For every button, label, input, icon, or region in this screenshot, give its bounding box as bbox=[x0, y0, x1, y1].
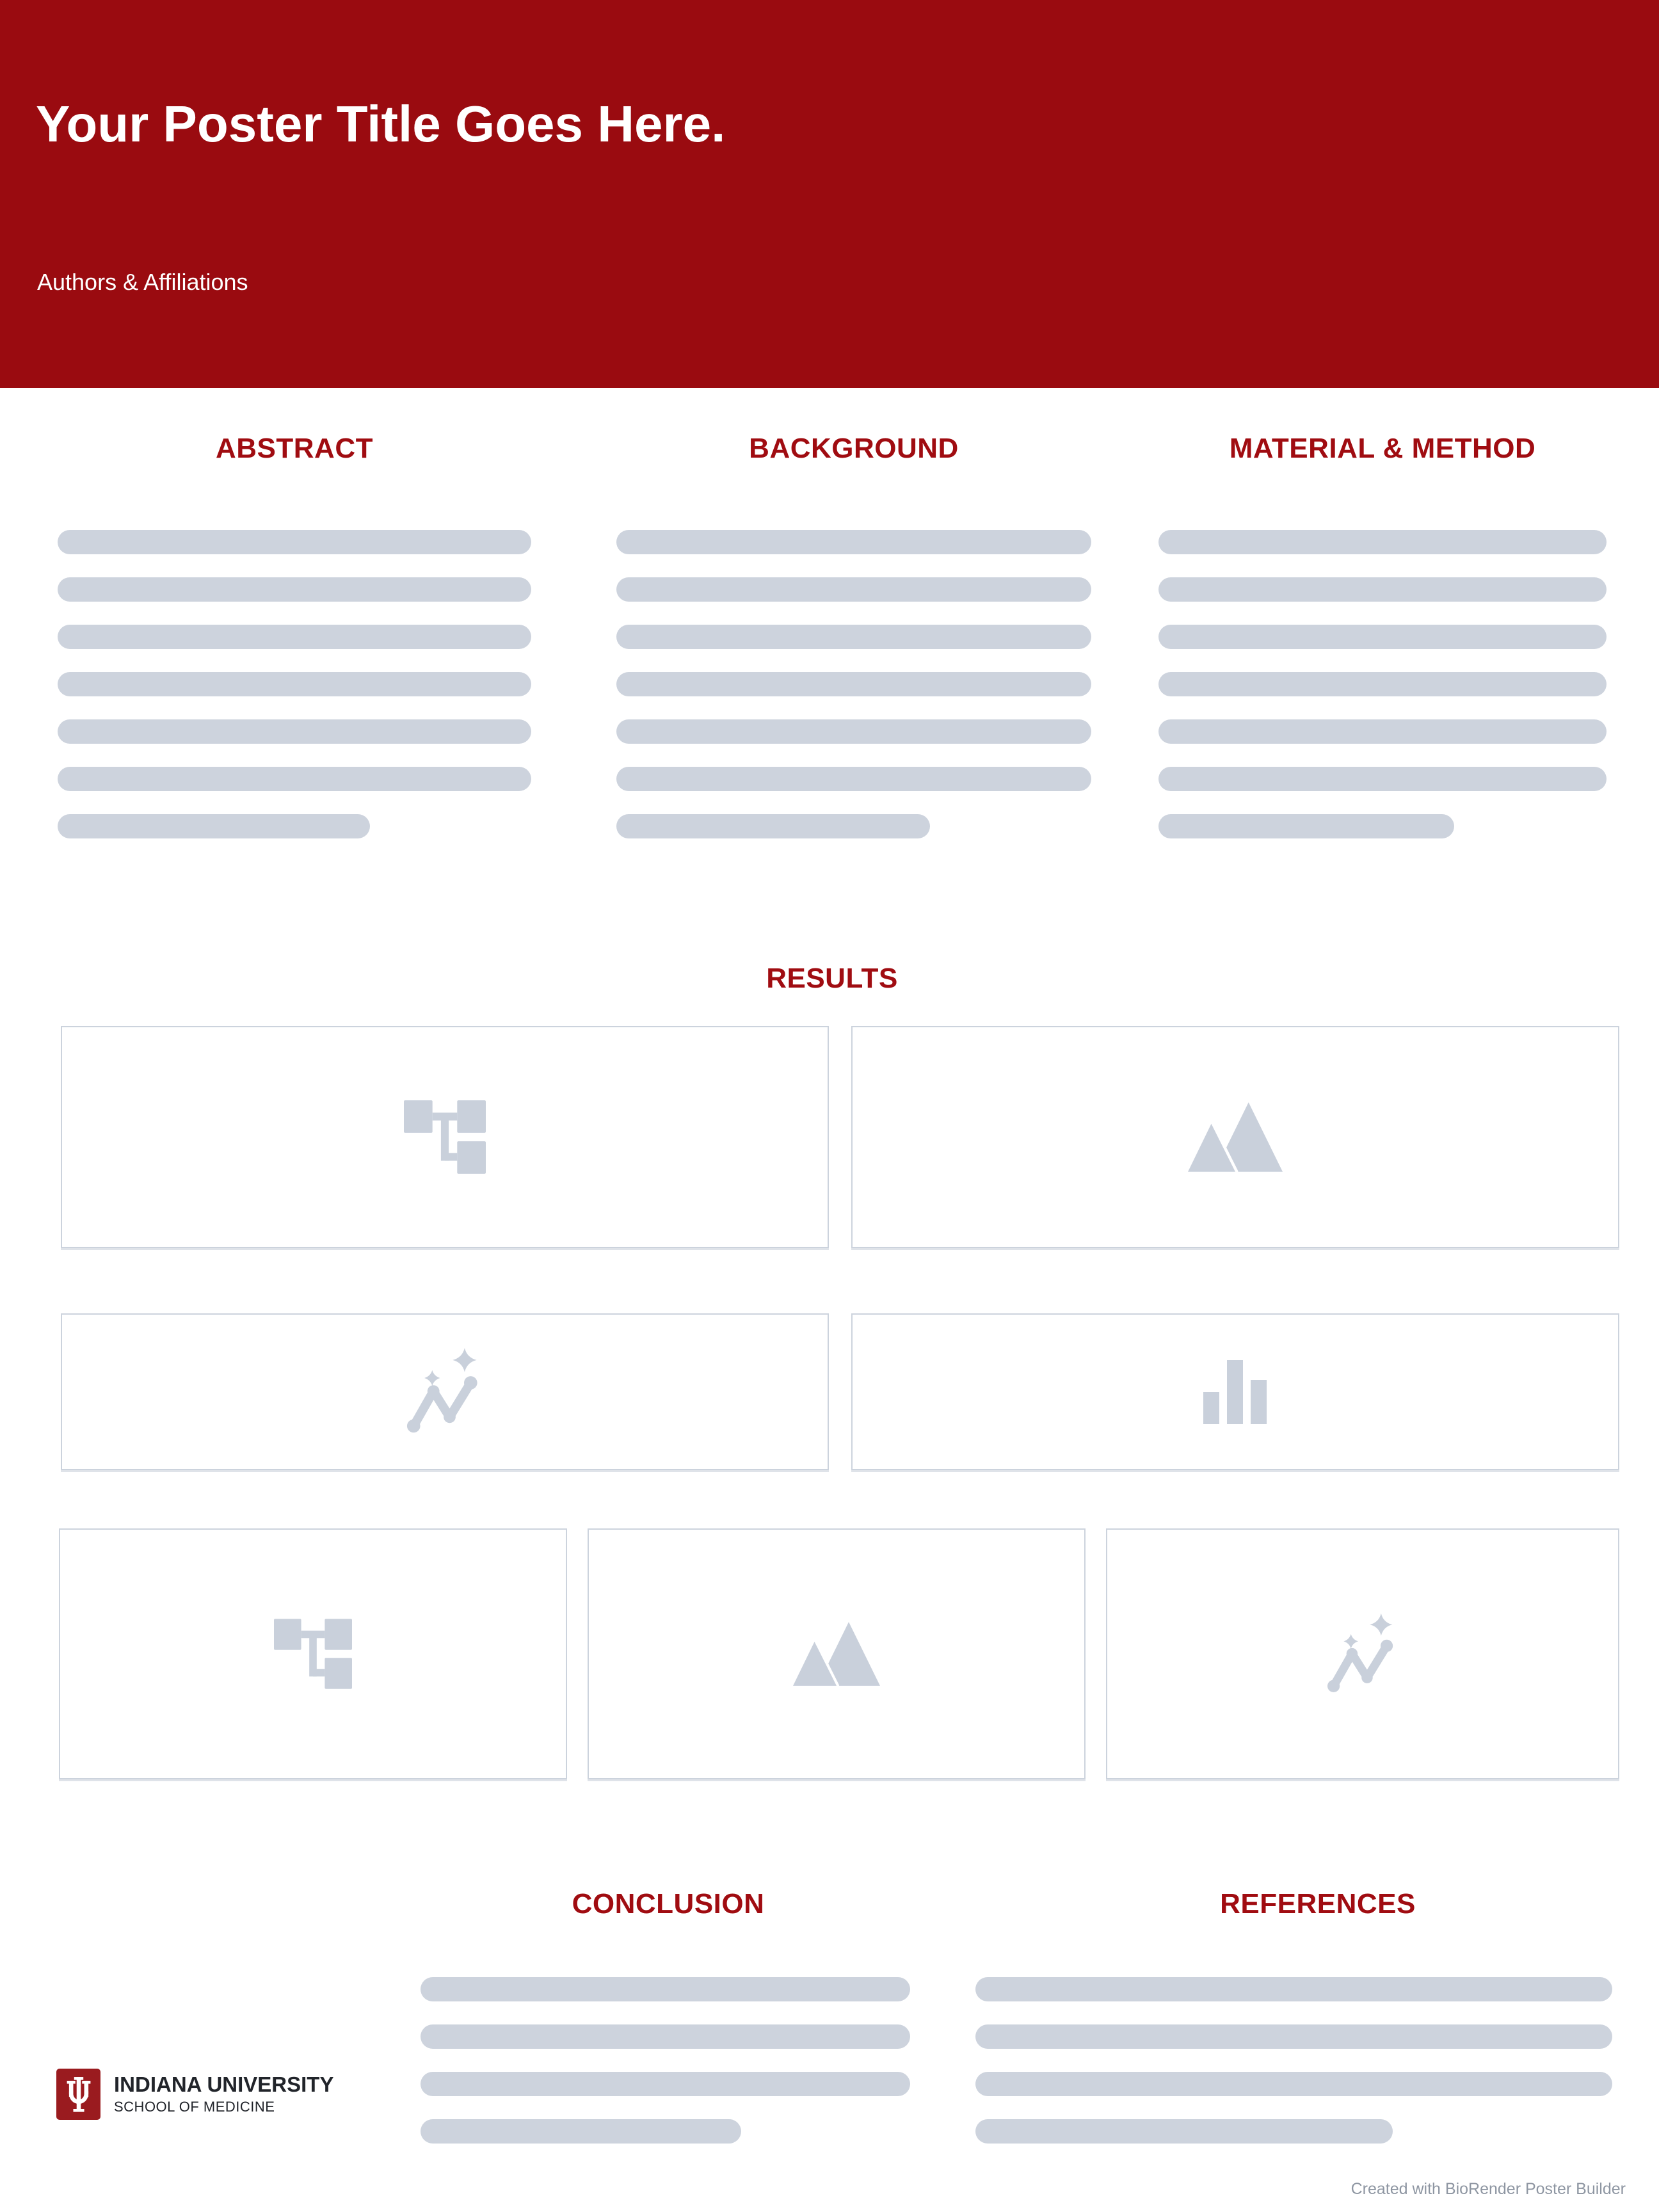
figure-placeholder-box bbox=[851, 1026, 1619, 1248]
text-placeholder-bar bbox=[58, 719, 531, 744]
text-placeholder-bar bbox=[1158, 625, 1607, 649]
image-mountains-icon bbox=[793, 1622, 880, 1686]
text-placeholder-bar bbox=[421, 2024, 910, 2049]
figure-placeholder-box bbox=[59, 1528, 567, 1779]
iu-trident-icon bbox=[64, 2074, 93, 2114]
figure-placeholder-box bbox=[61, 1026, 829, 1248]
text-placeholder-bar bbox=[58, 814, 370, 838]
sparkle-line-chart-icon bbox=[397, 1347, 493, 1437]
iu-logo-mark bbox=[56, 2069, 100, 2120]
figure-placeholder-box bbox=[851, 1313, 1619, 1470]
text-placeholder-bar bbox=[616, 814, 930, 838]
text-placeholder-bar bbox=[616, 672, 1091, 696]
text-placeholder-bar bbox=[1158, 577, 1607, 602]
text-placeholder-bar bbox=[421, 2072, 910, 2096]
biorender-credit: Created with BioRender Poster Builder bbox=[1350, 2180, 1626, 2198]
text-placeholder-bar bbox=[975, 2072, 1612, 2096]
poster-header bbox=[0, 0, 1659, 388]
section-heading-references: REFERENCES bbox=[1220, 1888, 1416, 1919]
bar-chart-icon bbox=[1203, 1360, 1267, 1424]
flowchart-icon bbox=[404, 1100, 486, 1174]
text-placeholder-bar bbox=[1158, 530, 1607, 554]
text-placeholder-bar bbox=[58, 672, 531, 696]
text-placeholder-bar bbox=[1158, 672, 1607, 696]
text-placeholder-bar bbox=[421, 2119, 741, 2144]
poster-authors: Authors & Affiliations bbox=[37, 269, 248, 295]
references-text-placeholder bbox=[975, 1977, 1612, 2144]
material-method-text-placeholder bbox=[1158, 530, 1607, 838]
background-text-placeholder bbox=[616, 530, 1091, 838]
text-placeholder-bar bbox=[975, 2119, 1393, 2144]
text-placeholder-bar bbox=[1158, 814, 1454, 838]
text-placeholder-bar bbox=[616, 530, 1091, 554]
text-placeholder-bar bbox=[58, 577, 531, 602]
image-mountains-icon bbox=[1188, 1102, 1283, 1172]
text-placeholder-bar bbox=[1158, 719, 1607, 744]
text-placeholder-bar bbox=[58, 625, 531, 649]
text-placeholder-bar bbox=[1158, 767, 1607, 791]
text-placeholder-bar bbox=[616, 625, 1091, 649]
text-placeholder-bar bbox=[975, 2024, 1612, 2049]
section-heading-results: RESULTS bbox=[766, 963, 898, 994]
text-placeholder-bar bbox=[975, 1977, 1612, 2001]
text-placeholder-bar bbox=[616, 767, 1091, 791]
text-placeholder-bar bbox=[58, 530, 531, 554]
abstract-text-placeholder bbox=[58, 530, 531, 838]
sparkle-line-chart-icon bbox=[1318, 1612, 1407, 1696]
figure-placeholder-box bbox=[588, 1528, 1086, 1779]
text-placeholder-bar bbox=[58, 767, 531, 791]
figure-placeholder-box bbox=[61, 1313, 829, 1470]
section-heading-conclusion: CONCLUSION bbox=[572, 1888, 765, 1919]
text-placeholder-bar bbox=[421, 1977, 910, 2001]
figure-placeholder-box bbox=[1106, 1528, 1619, 1779]
poster-title: Your Poster Title Goes Here. bbox=[36, 95, 726, 152]
text-placeholder-bar bbox=[616, 577, 1091, 602]
flowchart-icon bbox=[274, 1619, 352, 1689]
section-heading-material-method: MATERIAL & METHOD bbox=[1229, 433, 1536, 464]
section-heading-abstract: ABSTRACT bbox=[216, 433, 373, 464]
text-placeholder-bar bbox=[616, 719, 1091, 744]
conclusion-text-placeholder bbox=[421, 1977, 910, 2144]
iu-logo-unit-name: SCHOOL OF MEDICINE bbox=[114, 2099, 275, 2115]
iu-logo-org-name: INDIANA UNIVERSITY bbox=[114, 2072, 334, 2096]
section-heading-background: BACKGROUND bbox=[749, 433, 959, 464]
